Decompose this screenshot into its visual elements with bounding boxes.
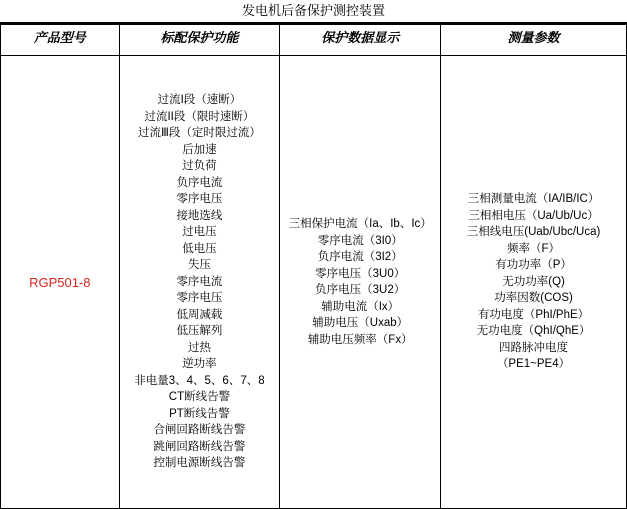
list-item: （PE1~PE4）: [496, 358, 571, 371]
list-item: 四路脉冲电度: [499, 341, 569, 354]
spec-table: [0, 24, 627, 509]
list-item: 控制电源断线告警: [153, 457, 246, 470]
list-item: 过流II段（限时速断）: [144, 110, 255, 123]
list-item: 三相测量电流（IA/IB/IC）: [467, 193, 600, 206]
list-item: 三相保护电流（Ia、Ib、Ic）: [288, 218, 432, 230]
list-item: 三相线电压(Uab/Ubc/Uca): [466, 226, 601, 239]
list-item: 零序电压: [176, 193, 223, 206]
list-item: 跳闸回路断线告警: [153, 440, 246, 453]
list-item: 后加速: [182, 143, 217, 156]
table-header-row: [1, 25, 627, 56]
column-header-measurement-parameters: 测量参数: [441, 25, 627, 56]
protection-data-display-list: [289, 216, 432, 348]
list-item: 过负荷: [182, 160, 217, 173]
list-item: 接地选线: [176, 209, 223, 222]
protection-functions-list: [134, 92, 264, 472]
list-item: 低压解列: [176, 325, 223, 338]
list-item: CT断线告警: [168, 391, 231, 404]
column-header-protection-data-display: 保护数据显示: [280, 25, 441, 56]
list-item: 有功电度（PhI/PhE）: [477, 308, 590, 321]
list-item: 零序电压（3U0）: [315, 267, 406, 280]
list-item: 低电压: [182, 242, 217, 255]
list-item: 负序电压（3U2）: [315, 284, 406, 296]
list-item: 无功功率(Q): [502, 275, 565, 288]
list-item: 逆功率: [182, 358, 217, 371]
list-item: 非电量3、4、5、6、7、8: [134, 374, 265, 387]
list-item: 失压: [187, 259, 211, 272]
list-item: PT断线告警: [169, 407, 230, 420]
page-title: 发电机后备保护测控装置: [0, 0, 627, 24]
measurement-parameters-list: [467, 191, 601, 373]
list-item: 负序电流（3I2）: [317, 251, 403, 263]
list-item: 辅助电流（Ix）: [321, 300, 400, 313]
list-item: 过流Ⅲ段（定时限过流）: [137, 127, 261, 140]
list-item: 无功电度（QhI/QhE）: [476, 325, 591, 338]
cell-model: [1, 56, 120, 509]
list-item: 过电压: [182, 226, 217, 239]
list-item: 低周减载: [176, 308, 223, 321]
model-value: RGP501-8: [29, 274, 91, 290]
list-item: 辅助电压频率（Fx）: [307, 333, 413, 346]
list-item: 过热: [187, 341, 211, 354]
list-item: 三相相电压（Ua/Ub/Uc）: [468, 209, 599, 222]
list-item: 辅助电压（Uxab）: [312, 317, 409, 329]
list-item: 负序电流: [176, 176, 223, 189]
list-item: 合闸回路断线告警: [153, 424, 246, 437]
cell-protection-data-display: [280, 56, 441, 509]
list-item: 频率（F）: [507, 242, 561, 255]
list-item: 有功功率（P）: [495, 259, 572, 272]
list-item: 零序电流: [176, 275, 223, 288]
column-header-protection-functions: 标配保护功能: [119, 25, 280, 56]
list-item: 过流I段（速断）: [157, 94, 242, 107]
table-row: [1, 56, 627, 509]
cell-measurement-parameters: [441, 56, 627, 509]
column-header-model: 产品型号: [1, 25, 120, 56]
cell-protection-functions: [119, 56, 280, 509]
list-item: 零序电压: [176, 292, 223, 305]
list-item: 零序电流（3I0）: [317, 234, 403, 247]
list-item: 功率因数(COS): [494, 292, 573, 305]
